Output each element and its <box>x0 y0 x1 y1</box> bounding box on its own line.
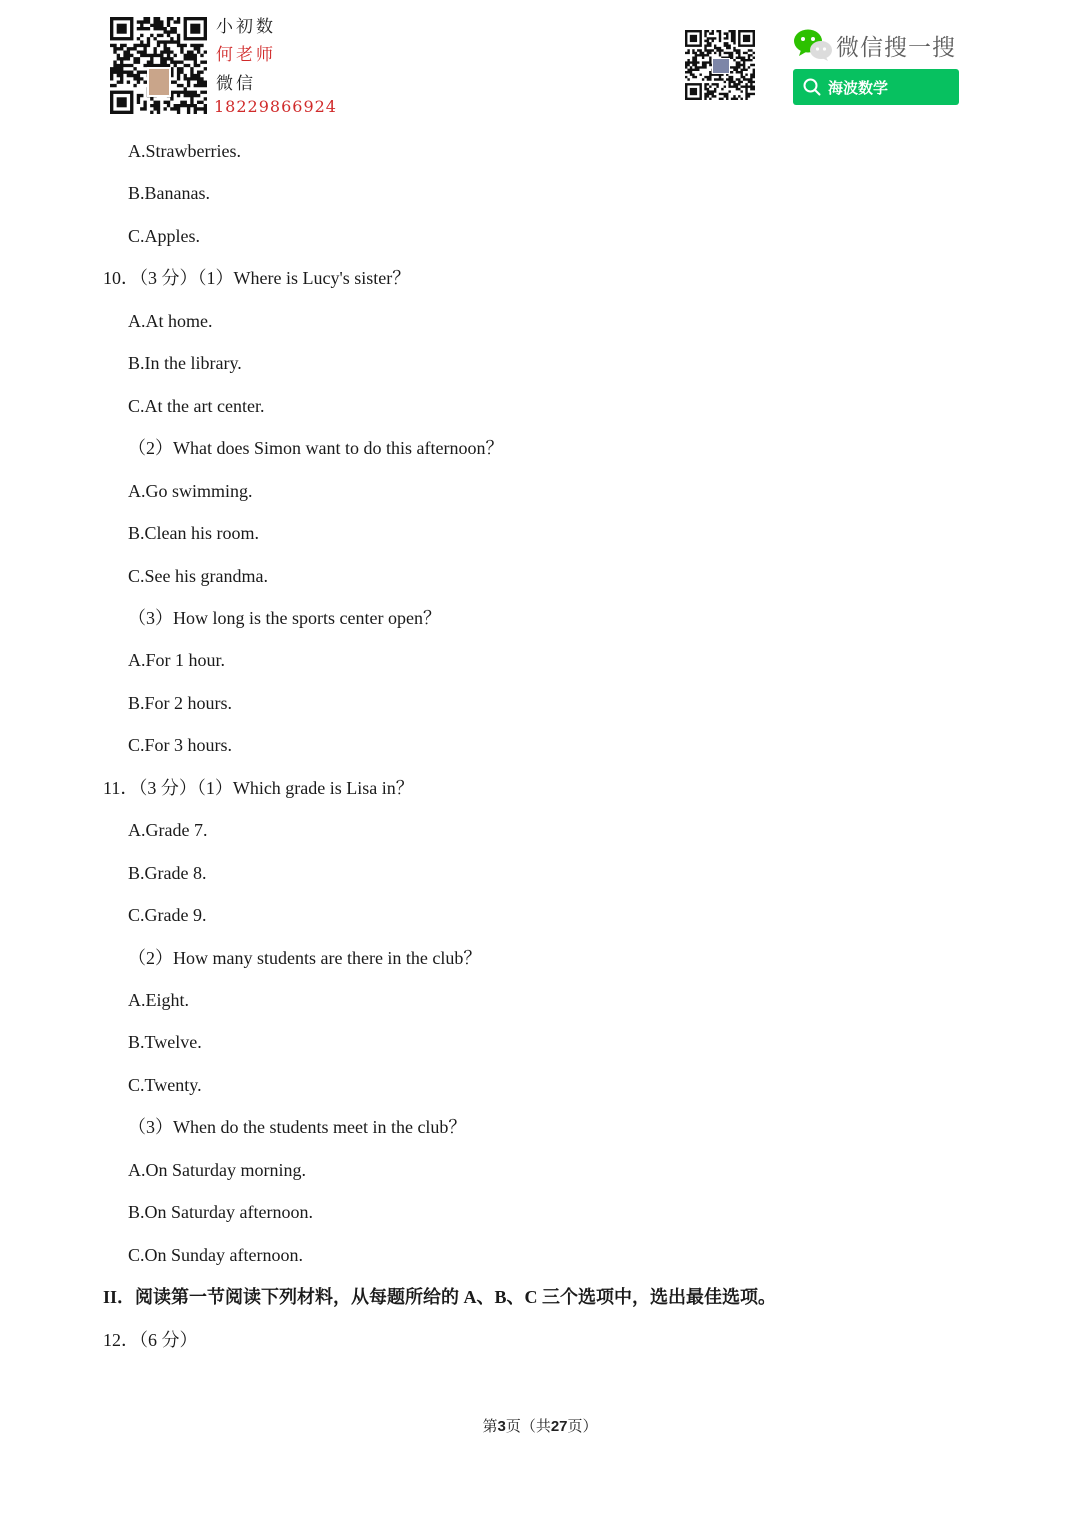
footer-total-pages: 27 <box>550 1418 568 1435</box>
card-line-3: 微信 <box>216 74 256 94</box>
wechat-search-label: 海波数学 <box>828 79 889 97</box>
qr-center-image <box>712 58 730 74</box>
sub-question: （3）When do the students meet in the club？ <box>128 1117 467 1137</box>
answer-option: B.Twelve. <box>128 1032 202 1052</box>
answer-option: B.On Saturday afternoon. <box>128 1202 313 1222</box>
question-heading: 11．（3 分）（1）Which grade is Lisa in？ <box>103 778 414 798</box>
sub-question: （2）What does Simon want to do this afternoon？ <box>128 438 504 458</box>
answer-option: B.In the library. <box>128 353 242 373</box>
answer-option: B.Grade 8. <box>128 863 207 883</box>
qr-code-left <box>110 17 207 114</box>
wechat-search-box[interactable] <box>793 69 959 105</box>
answer-option: A.At home. <box>128 311 213 331</box>
answer-option: A.On Saturday morning. <box>128 1160 306 1180</box>
card-line-1: 小初数 <box>216 17 276 37</box>
answer-option: C.Apples. <box>128 226 200 246</box>
search-icon <box>803 78 821 96</box>
answer-option: B.Clean his room. <box>128 523 259 543</box>
answer-option: B.Bananas. <box>128 183 210 203</box>
answer-option: A.Strawberries. <box>128 141 241 161</box>
section-heading: II．阅读第一节阅读下列材料，从每题所给的 A、B、C 三个选项中，选出最佳选项。 <box>103 1287 777 1307</box>
footer-suffix: 页） <box>567 1419 598 1435</box>
wechat-search-title <box>793 28 963 62</box>
wechat-logo-icon <box>793 28 833 62</box>
sub-question: （2）How many students are there in the club？ <box>128 948 482 968</box>
footer-prefix: 第 <box>482 1419 498 1435</box>
sub-question: （3）How long is the sports center open？ <box>128 608 441 628</box>
answer-option: A.For 1 hour. <box>128 650 226 670</box>
card-phone: 18229866924 <box>214 97 337 116</box>
footer-middle: 页（共 <box>505 1419 551 1435</box>
card-line-2: 何老师 <box>216 45 276 65</box>
question-heading: 10．（3 分）（1）Where is Lucy's sister？ <box>103 268 411 288</box>
answer-option: C.Twenty. <box>128 1075 202 1095</box>
qr-center-avatar <box>147 67 171 97</box>
answer-option: C.On Sunday afternoon. <box>128 1245 303 1265</box>
answer-option: C.For 3 hours. <box>128 735 233 755</box>
wechat-search-title-text: 微信搜一搜 <box>836 35 956 61</box>
footer-page-number: 3 <box>497 1418 506 1435</box>
answer-option: A.Grade 7. <box>128 820 208 840</box>
answer-option: C.See his grandma. <box>128 566 268 586</box>
answer-option: C.Grade 9. <box>128 905 207 925</box>
answer-option: A.Go swimming. <box>128 481 253 501</box>
answer-option: A.Eight. <box>128 990 189 1010</box>
page-footer <box>0 1415 1080 1436</box>
qr-code-right <box>685 30 755 100</box>
answer-option: C.At the art center. <box>128 396 265 416</box>
question-heading: 12．（6 分） <box>103 1330 198 1350</box>
answer-option: B.For 2 hours. <box>128 693 233 713</box>
